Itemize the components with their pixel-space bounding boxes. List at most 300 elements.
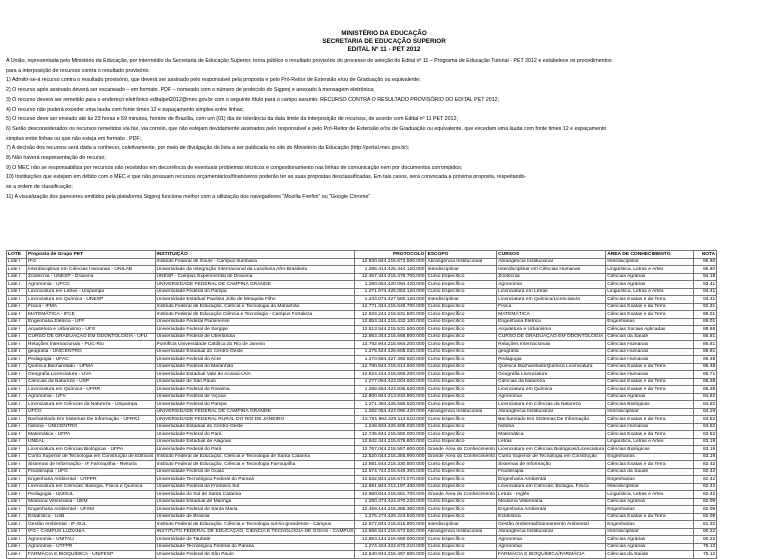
cell-cursos: Letras - Inglês [497, 491, 606, 499]
cell-instituicao: Universidade Estadual do Centro-Oeste [155, 348, 355, 356]
cell-escopo: Curso Específico [426, 476, 497, 484]
cell-proposta: IFG - CAMPUS LUZIANIA [27, 528, 156, 536]
cell-cursos: FARMÁCIA E BIOQUÍMICA/FARMÁCIA [497, 551, 606, 559]
table-row [7, 498, 717, 506]
cell-lote: Lote I [7, 386, 27, 394]
cell-cursos: Licenciatura em Química/Licenciatura [497, 296, 606, 304]
table-row [7, 431, 717, 439]
cell-cursos: Arquitetura e Urbanismo [497, 326, 606, 334]
cell-instituicao: Universidade da Integração Internacional da Lusofonia Afro-Brasileira [155, 266, 355, 274]
cell-protocolo: 12.863.144.215.660.000.000 [355, 536, 426, 544]
table-row [7, 266, 717, 274]
cell-escopo: Curso Específico [426, 378, 497, 386]
intro-text [6, 57, 763, 203]
table-row [7, 288, 717, 296]
cell-instituicao: Universidade de Brasília [155, 513, 355, 521]
cell-cursos: Zootecnia [497, 273, 606, 281]
cell-cursos: Interdisciplinar em Ciências Humanas [497, 266, 606, 274]
intro-line: A União, representada pelo Ministério da Educação, por intermédio da Secretaria de Educação Superior, torna público o resultado provisório do processo de seleção do Edital nº 11 – Programa de Educação Tutorial - PET 2012 e estabelece os procedimentos [6, 58, 612, 64]
cell-escopo: Curso Específico [426, 506, 497, 514]
cell-protocolo: 12.771.344.215.549.700.000 [355, 303, 426, 311]
cell-proposta: Química Bacharelado - UFMA [27, 363, 156, 371]
cell-proposta: Fisioterapia - UFG [27, 468, 156, 476]
cell-protocolo: 12.459.144.215.386.300.000 [355, 506, 426, 514]
cell-lote: Lote I [7, 446, 27, 454]
table-row [7, 453, 717, 461]
cell-area: Engenharias [606, 476, 694, 484]
cell-nota: 80.22 [694, 536, 717, 544]
cell-protocolo: 1.268.554.423.836.620.000 [355, 386, 426, 394]
column-header-area: ÁREA DE CONHECIMENTO [606, 251, 694, 259]
cell-escopo: Interdisciplinar [426, 296, 497, 304]
cell-area: Ciências Exatas e da Terra [606, 416, 694, 424]
cell-protocolo: 12.792.944.215.664.200.000 [355, 341, 426, 349]
table-row [7, 333, 717, 341]
cell-nota: 86.48 [694, 363, 717, 371]
cell-lote: Lote I [7, 303, 27, 311]
cell-cursos: história [497, 423, 606, 431]
cell-lote: Lote I [7, 281, 27, 289]
cell-escopo: Abrangência Institucional [426, 258, 497, 266]
cell-proposta: Agronomia - UFV [27, 393, 156, 401]
cell-nota: 81.32 [694, 521, 717, 529]
cell-protocolo: 1.280.054.420.094.420.000 [355, 281, 426, 289]
cell-cursos: Matemática [497, 431, 606, 439]
cell-escopo: Curso Específico [426, 371, 497, 379]
cell-lote: Lote I [7, 468, 27, 476]
cell-proposta: geografia - UNICENTRO [27, 348, 156, 356]
cell-protocolo: 1.243.074.427.580.120.000 [355, 296, 426, 304]
cell-cursos: Abrangência Institucional [497, 258, 606, 266]
cell-nota: 82.42 [694, 491, 717, 499]
cell-instituicao: Universidade Federal do Acre [155, 356, 355, 364]
cell-area: Ciências Sociais Aplicadas [606, 326, 694, 334]
cell-proposta: Arquitetura e Urbanismo - UFS [27, 326, 156, 334]
cell-proposta: Curso Superior de Tecnologia em Construção de Edifícios [28, 454, 154, 460]
results-table [6, 250, 717, 559]
cell-protocolo: 1.274.424.422.670.210.000 [355, 543, 426, 551]
cell-nota: 85.71 [694, 371, 717, 379]
cell-instituicao: UNIVERSIDADE FEDERAL DE CAMPINA GRANDE [155, 281, 355, 289]
table-row [7, 551, 717, 559]
cell-lote: Lote I [7, 273, 27, 281]
cell-lote: Lote I [7, 521, 27, 529]
cell-proposta: Agronomia - UFCG [27, 281, 156, 289]
cell-protocolo: 1.286.414.425.444.120.000 [355, 266, 426, 274]
cell-escopo: Grande Área do Conhecimento [427, 446, 496, 452]
cell-instituicao: Instituto Federal de Educação, Ciência e Tecnologia sul-rio-grandense - Campus [155, 521, 355, 529]
cell-area: Ciências Humanas [606, 341, 694, 349]
cell-area: Ciências Exatas e da Terra [606, 311, 694, 319]
cell-nota: 83.52 [694, 416, 717, 424]
cell-instituicao: Universidade Estadual de Maringá [155, 498, 355, 506]
cell-lote: Lote I [7, 311, 27, 319]
cell-protocolo: 12.767.044.215.557.800.000 [355, 446, 426, 454]
cell-area: Ciências da Saúde [606, 468, 694, 476]
table-row [7, 438, 717, 446]
cell-proposta: UFCG [27, 408, 156, 416]
cell-escopo: Curso Específico [426, 288, 497, 296]
cell-instituicao: UNESP - Campus Experimental de Dracena [155, 273, 355, 281]
cell-escopo: Interdisciplinar [426, 266, 497, 274]
cell-nota: 82.42 [694, 461, 717, 469]
cell-cursos: Engenharia Ambiental [497, 506, 606, 514]
cell-lote: Lote I [7, 491, 27, 499]
cell-escopo: Interdisciplinar [426, 521, 497, 529]
cell-instituicao: Universidade Federal de Uberlândia [155, 333, 355, 341]
cell-area: Interdisciplinar [606, 258, 694, 266]
cell-protocolo: 12.574.744.215.549.300.000 [355, 468, 426, 476]
cell-area: Ciências Humanas [606, 348, 694, 356]
cell-cursos: Pedagogia [497, 356, 606, 364]
cell-proposta: IFG [27, 258, 156, 266]
cell-area: Ciências Humanas [606, 356, 694, 364]
cell-escopo: Curso Específico [426, 536, 497, 544]
cell-nota: 93.41 [694, 288, 717, 296]
cell-area: Linguística, Letras e Artes [606, 266, 694, 274]
cell-instituicao: Universidade Tecnológica Federal do Paraná [155, 543, 355, 551]
cell-nota: 84.62 [694, 401, 717, 409]
cell-proposta: Pedagogia - UNISUL [27, 491, 156, 499]
cell-nota: 85.38 [694, 386, 717, 394]
intro-line: 6) Serão desconsiderados os recursos remetidos via fax, via correio, que não estejam devidamente assinados pelo responsável e pelo Pró-Reitor de Extensão e/ou de Graduação ou equivalente, que excedam uma lauda com fonte times 12 e espaçamento [6, 125, 607, 132]
cell-instituicao: Instituto Federal de Educação, Ciência e Tecnologia de Santa Catarina [155, 453, 355, 461]
cell-lote: Lote I [7, 296, 27, 304]
cell-nota: 86.81 [694, 341, 717, 349]
table-row [7, 356, 717, 364]
cell-escopo: Curso Específico [426, 401, 497, 409]
cell-protocolo: 12.780.544.215.614.600.000 [355, 363, 426, 371]
cell-instituicao: Universidade Federal de Sergipe [155, 326, 355, 334]
cell-proposta: Bacharelado Em Sistemas De Informação - UFRRJ [27, 416, 156, 424]
cell-cursos: Fisioterapia [497, 468, 606, 476]
cell-instituicao: Universidade Federal do Pampa [155, 401, 355, 409]
cell-instituicao: Instituto Federal de Goiás - Campus Itumbiara [155, 258, 355, 266]
cell-nota: 86.81 [694, 333, 717, 341]
cell-escopo: Curso Específico [426, 431, 497, 439]
cell-proposta: CURSO DE GRADUAÇÃO EM ODONTOLOGIA - UFU [27, 333, 156, 341]
cell-protocolo: 12.677.844.215.615.800.000 [355, 521, 426, 529]
cell-nota: 92.31 [694, 303, 717, 311]
cell-instituicao: Universidade Estadual de Alagoas [155, 438, 355, 446]
table-row [7, 506, 717, 514]
cell-lote: Lote I [7, 423, 27, 431]
table-row [7, 326, 717, 334]
cell-nota: 88.68 [694, 326, 717, 334]
cell-nota: 82.42 [694, 468, 717, 476]
table-row [7, 393, 717, 401]
cell-escopo: Curso Específico [426, 416, 497, 424]
ministry-title: MINISTÉRIO DA EDUCAÇÃO [341, 30, 427, 37]
cell-escopo: Curso Específico [426, 438, 497, 446]
cell-nota: 93.41 [694, 296, 717, 304]
cell-cursos: MATEMÁTICA [497, 311, 606, 319]
cell-proposta: Engenharia Ambiental - UTFPR [27, 476, 156, 484]
cell-cursos: Medicina Veterinária [497, 498, 606, 506]
cell-instituicao: Instituto Federal de Educação Ciência e Tecnologia - Campus Fortaleza [155, 311, 355, 319]
table-row [7, 303, 717, 311]
cell-escopo: Curso Específico [426, 468, 497, 476]
cell-protocolo: 1.248.934.426.605.020.000 [355, 423, 426, 431]
cell-nota: 82.42 [694, 483, 717, 491]
cell-nota: 85.38 [694, 378, 717, 386]
cell-area: Ciências Exatas e da Terra [606, 386, 694, 394]
cell-escopo: Curso Específico [426, 498, 497, 506]
cell-nota: 94.18 [694, 273, 717, 281]
cell-nota: 79.12 [694, 543, 717, 551]
cell-area: Ciências Humanas [606, 423, 694, 431]
cell-cursos: Agronomia [497, 536, 606, 544]
cell-nota: 95.60 [694, 258, 717, 266]
cell-lote: Lote I [7, 453, 27, 461]
table-row [7, 311, 717, 319]
intro-line: 1) Admitir-se-á recurso contra o resultado provisório, que deverá ser assinado pelo responsável pela proposta e pelo Pró-Reitor de Extensão e/ou de Graduação ou equivalente; [6, 77, 421, 84]
intro-line: 2) O recurso após assinado deverá ser escaneado – em formato .PDF – nomeado com o número de protocolo do Sigproj e anexado à mensagem eletrônica; [6, 87, 375, 94]
cell-area: Ciências Agrárias [606, 393, 694, 401]
cell-nota: 82.42 [694, 476, 717, 484]
cell-instituicao: Universidade Federal de São Paulo [155, 551, 355, 559]
cell-escopo: Curso Específico [426, 393, 497, 401]
cell-area: Engenharias [606, 521, 694, 529]
cell-area: Ciências Exatas e da Terra [606, 303, 694, 311]
cell-cursos: Gestão Ambiental/Saneamento Ambiental [497, 521, 606, 529]
cell-lote: Lote I [7, 408, 27, 416]
cell-area: Ciências Agrárias [606, 498, 694, 506]
cell-cursos: Licenciatura em Ciências Biológicas/Licenciatura [498, 446, 605, 452]
cell-proposta: Geografia Licenciatura - UVA [27, 371, 156, 379]
intro-line: 9) O MEC não se responsabiliza por recursos não recebidos em decorrência de eventuais problemas técnicos e congestionamento nas linhas de comunicação nem por documentos corrompidos; [6, 164, 463, 171]
table-row [7, 281, 717, 289]
cell-proposta: Agronomia - UNITAU [27, 536, 156, 544]
cell-instituicao: Universidade Federal do Pará [155, 446, 355, 454]
cell-lote: Lote I [7, 356, 27, 364]
cell-escopo: Curso Específico [426, 341, 497, 349]
table-row [7, 258, 717, 266]
table-row [7, 468, 717, 476]
cell-lote: Lote I [7, 438, 27, 446]
cell-area: Interdisciplinar [606, 483, 694, 491]
cell-proposta: Pedagogia - UFAC [27, 356, 156, 364]
cell-instituicao: Universidade Estadual Paulista Júlio de Mesquita Filho [155, 296, 355, 304]
cell-escopo: Curso Específico [426, 348, 497, 356]
cell-proposta: Licenciatura em Ciências Biológicas - UFPA [27, 446, 156, 454]
cell-cursos: Licenciatura em Química [497, 386, 606, 394]
cell-nota: 86.48 [694, 356, 717, 364]
cell-proposta: história - UNICENTRO [27, 423, 156, 431]
cell-protocolo: 12.866.544.215.672.500.000 [355, 528, 426, 536]
cell-area: Engenharias [606, 318, 694, 326]
table-row [7, 423, 717, 431]
cell-protocolo: 12.860.044.215.681.700.000 [355, 491, 426, 499]
cell-cursos: Ciências da Natureza [497, 378, 606, 386]
cell-nota: 82.09 [694, 506, 717, 514]
cell-protocolo: 12.824.244.215.659.200.000 [355, 371, 426, 379]
cell-instituicao: Instituto Federal de Educação, Ciência e Tecnologia do Maranhão [155, 303, 355, 311]
cell-lote: Lote I [7, 393, 27, 401]
cell-lote: Lote I [7, 498, 27, 506]
cell-instituicao: Universidade Federal do Pampa [155, 288, 355, 296]
secretariat-title: SECRETARIA DE EDUCAÇÃO SUPERIOR [322, 38, 446, 45]
column-header-proposta: Proposta de Grupo PET [27, 251, 156, 259]
cell-lote: Lote I [7, 536, 27, 544]
cell-instituicao: INSTITUTO FEDERAL DE EDUCAÇÃO, CIENCIA E TECNOLOGIA DE GOIAS - CAMPUS [156, 529, 354, 535]
cell-proposta: UNEAL [27, 438, 156, 446]
cell-instituicao: UNIVERSIDADE FEDERAL DE CAMPINA GRANDE [155, 408, 355, 416]
table-row [7, 341, 717, 349]
cell-escopo: Curso Específico [426, 423, 497, 431]
cell-lote: Lote I [7, 266, 27, 274]
cell-instituicao: Universidade Federal de Viçosa [155, 393, 355, 401]
cell-lote: Lote I [7, 318, 27, 326]
table-row [7, 461, 717, 469]
cell-protocolo: 12.863.344.215.688.800.000 [355, 333, 426, 341]
cell-protocolo: 1.282.054.423.090.420.000 [355, 408, 426, 416]
cell-cursos: Engenharia Ambiental [497, 476, 606, 484]
cell-cursos: CURSO DE GRADUAÇÃO EM ODONTOLOGIA [497, 333, 606, 341]
cell-area: Ciências Exatas e da Terra [606, 378, 694, 386]
cell-area: Ciências da Saúde [606, 333, 694, 341]
cell-protocolo: 1.271.394.425.669.520.000 [355, 401, 426, 409]
cell-escopo: Curso Específico [426, 318, 497, 326]
cell-instituicao: Universidade Federal do Pará [155, 431, 355, 439]
cell-nota: 89.01 [694, 311, 717, 319]
cell-proposta: Licenciatura em Química - UFRR [27, 386, 156, 394]
cell-proposta: Engenharia Elétrica - UFF [27, 318, 156, 326]
cell-protocolo: 12.840.944.215.497.800.000 [355, 551, 426, 559]
cell-instituicao: Universidade do Sul de Santa Catarina [155, 491, 355, 499]
cell-nota: 82.09 [694, 498, 717, 506]
cell-lote: Lote I [7, 401, 27, 409]
cell-proposta: Licenciatura em Ciências da Natureza - Unipampa [27, 401, 156, 409]
cell-cursos: Engenharia Elétrica [497, 318, 606, 326]
table-row [7, 483, 717, 491]
cell-area: Ciências Exatas e da Terra [606, 461, 694, 469]
cell-area: Ciências Agrárias [606, 281, 694, 289]
cell-cursos: Relações Internacionais [497, 341, 606, 349]
cell-nota: 84.29 [694, 408, 717, 416]
cell-nota: 80.22 [694, 528, 717, 536]
table-row [7, 416, 717, 424]
table-row [7, 363, 717, 371]
cell-escopo: Grande Área do Conhecimento [427, 491, 496, 497]
cell-escopo: Curso Específico [426, 483, 497, 491]
cell-instituicao: Universidade Federal do Maranhão [155, 363, 355, 371]
cell-instituicao: Universidade Federal de Goiás [155, 468, 355, 476]
cell-cursos: Licenciatura em Ciências: Biologia, Física [497, 483, 606, 491]
cell-proposta: Relações Internacionais - PUC-Rio [27, 341, 156, 349]
cell-escopo: Curso Específico [426, 363, 497, 371]
table-row [7, 521, 717, 529]
cell-proposta: Agronomia - UTFPR [27, 543, 156, 551]
cell-escopo: Curso Específico [426, 273, 497, 281]
table-row [7, 536, 717, 544]
intro-line: para a interposição de recursos contra o resultado provisório. [6, 67, 150, 74]
cell-escopo: Abrangência Institucional [426, 408, 497, 416]
cell-protocolo: 12.513.544.215.531.500.000 [355, 326, 426, 334]
cell-protocolo: 12.842.444.215.676.800.000 [355, 438, 426, 446]
cell-cursos: Licenciatura em Ciências da Natureza [497, 401, 606, 409]
table-row [7, 543, 717, 551]
cell-proposta: Sistemas de Informação - IF Farroupilha - Reitoria [27, 461, 156, 469]
cell-cursos: Estatística [497, 513, 606, 521]
cell-protocolo: 1.270.564.427.492.920.000 [355, 356, 426, 364]
cell-cursos: Geografia Licenciatura [497, 371, 606, 379]
cell-escopo: Curso Específico [426, 281, 497, 289]
cell-protocolo: 12.853.344.215.432.100.000 [355, 318, 426, 326]
cell-protocolo: 12.457.344.215.476.700.000 [355, 273, 426, 281]
cell-nota: 84.62 [694, 393, 717, 401]
cell-escopo: Curso Específico [426, 311, 497, 319]
cell-instituicao: Universidade Federal da Fronteira Sul [155, 483, 355, 491]
intro-line: se a ordem de classificação; [6, 184, 73, 191]
cell-cursos: Bacharelado Em Sistemas De Informação [497, 416, 606, 424]
cell-cursos: Física [497, 303, 606, 311]
cell-lote: Lote I [7, 483, 27, 491]
cell-area: Ciências da Saúde [606, 551, 694, 559]
intro-line: 5) O recurso deve ser enviado até às 23 horas e 59 minutos, horário de Brasília, com um (01) dia de tolerância da data limite da interposição de recursos, de acordo com Edital nº 11 PET 2012; [6, 116, 458, 123]
cell-instituicao: Universidade de Taubaté [155, 536, 355, 544]
cell-nota: 83.19 [694, 453, 717, 461]
cell-protocolo: 12.520.044.215.355.900.000 [355, 453, 426, 461]
cell-cursos: Agronomia [497, 393, 606, 401]
cell-area: Ciências Humanas [606, 371, 694, 379]
intro-line: 4) O recurso não poderá exceder uma lauda com fonte times 12 e espaçamento simples entre linhas; [6, 106, 244, 113]
cell-instituicao: Pontifícia Universidade Católica do Rio de Janeiro [155, 341, 355, 349]
cell-instituicao: UNIVERSIDADE FEDERAL RURAL DO RIO DE JANEIRO [155, 416, 355, 424]
cell-proposta: Física - IFMA [27, 303, 156, 311]
cell-escopo: Curso Específico [426, 461, 497, 469]
cell-lote: Lote I [7, 341, 27, 349]
cell-lote: Lote I [7, 326, 27, 334]
cell-proposta: Ciências da Natureza - USP [27, 378, 156, 386]
cell-lote: Lote I [7, 551, 27, 559]
cell-protocolo: 1.275.274.428.224.520.000 [355, 513, 426, 521]
cell-area: Linguística, Letras e Artes [606, 288, 694, 296]
cell-nota: 83.19 [694, 446, 717, 454]
cell-nota: 83.19 [694, 438, 717, 446]
cell-cursos: Abrangência Institucional [497, 408, 606, 416]
cell-area: Ciências Agrárias [606, 543, 694, 551]
cell-proposta: Zootecnia - UNESP - Dracena [27, 273, 156, 281]
cell-area: Ciências Biológicas [606, 401, 694, 409]
cell-escopo: Curso Específico [426, 551, 497, 559]
column-header-nota: NOTA [694, 251, 717, 259]
table-row [7, 408, 717, 416]
cell-protocolo: 12.681.544.215.330.800.000 [355, 461, 426, 469]
cell-instituicao: Universidade Estadual Vale do Acaraú-UVA [155, 371, 355, 379]
cell-area: Interdisciplinar [606, 528, 694, 536]
cell-lote: Lote I [7, 378, 27, 386]
cell-instituicao: Instituto Federal de Educação, Ciência e Tecnologia Farroupilha [155, 461, 355, 469]
cell-lote: Lote I [7, 288, 27, 296]
cell-protocolo: 12.632.844.215.674.070.000 [355, 476, 426, 484]
cell-cursos: Química Bacharelado/Química Licenciatura [497, 363, 606, 371]
table-row [7, 273, 717, 281]
table-row [7, 378, 717, 386]
cell-lote: Lote I [7, 513, 27, 521]
cell-area: Ciências Exatas e da Terra [606, 363, 694, 371]
cell-proposta: Licenciatura em Ciências: Biologia, Física e Química [27, 483, 156, 491]
cell-protocolo: 12.745.644.215.650.000.000 [355, 431, 426, 439]
table-row [7, 446, 717, 454]
cell-area: Engenharias [606, 506, 694, 514]
table-row [7, 491, 717, 499]
cell-instituicao: Universidade Federal de Santa Maria [155, 506, 355, 514]
cell-escopo: Curso Específico [426, 513, 497, 521]
cell-nota: 95.60 [694, 266, 717, 274]
cell-proposta: Licenciatura em Letras - Unipampa [27, 288, 156, 296]
cell-escopo: Curso Específico [426, 303, 497, 311]
